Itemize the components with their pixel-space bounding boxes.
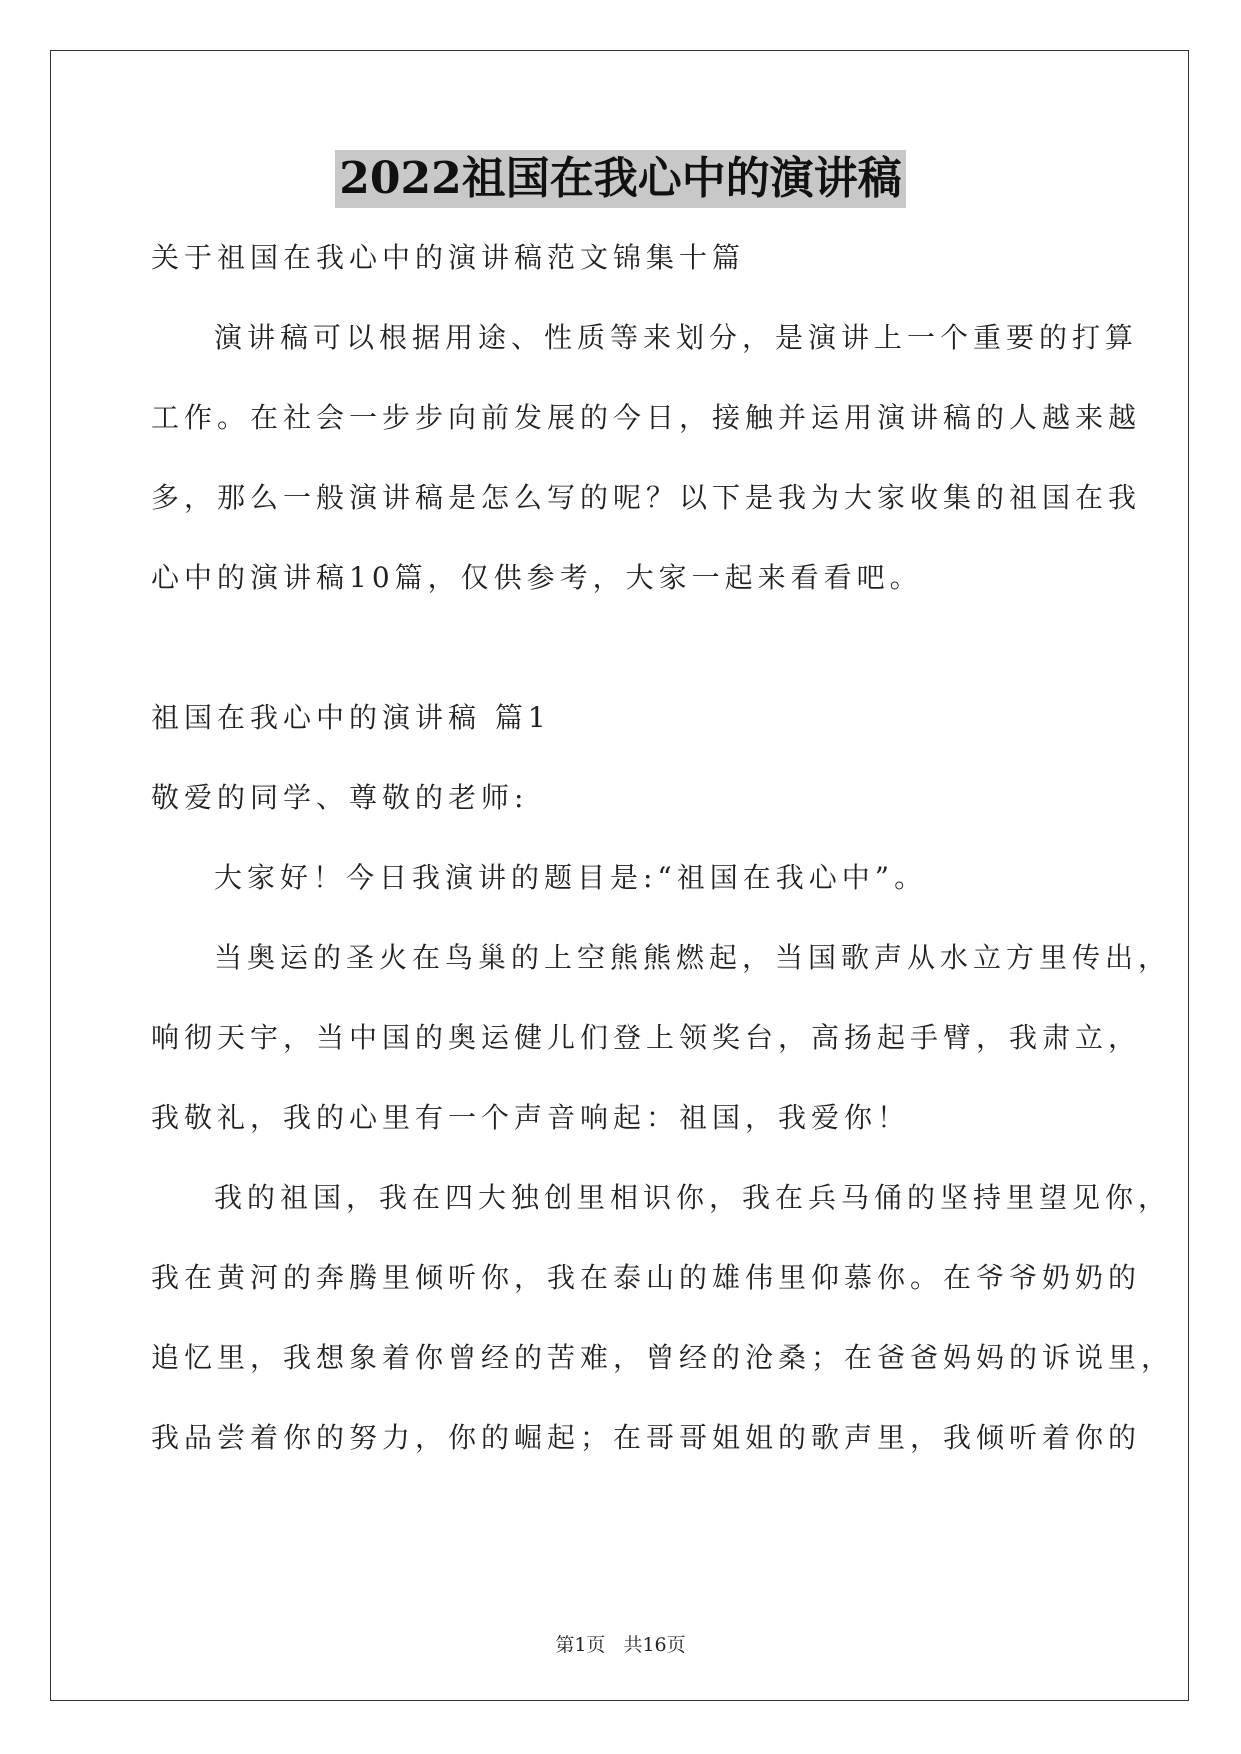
- greeting: 大家好！今日我演讲的题目是:“祖国在我心中”。: [214, 861, 928, 894]
- section-heading: 祖国在我心中的演讲稿 篇1: [151, 701, 551, 734]
- paragraph2-line-2: 我在黄河的奔腾里倾听你，我在泰山的雄伟里仰慕你。在爷爷奶奶的: [151, 1261, 1142, 1294]
- paragraph1-line-3: 我敬礼，我的心里有一个声音响起：祖国，我爱你！: [151, 1101, 911, 1134]
- paragraph1-line-1: 当奥运的圣火在鸟巢的上空熊熊燃起，当国歌声从水立方里传出，: [214, 941, 1172, 974]
- paragraph2-line-3: 追忆里，我想象着你曾经的苦难，曾经的沧桑；在爸爸妈妈的诉说里，: [151, 1341, 1175, 1374]
- intro-line-1: 演讲稿可以根据用途、性质等来划分，是演讲上一个重要的打算: [214, 321, 1139, 354]
- intro-line-2: 工作。在社会一步步向前发展的今日，接触并运用演讲稿的人越来越: [151, 401, 1142, 434]
- paragraph1-line-2: 响彻天宇，当中国的奥运健儿们登上领奖台，高扬起手臂，我肃立，: [151, 1021, 1142, 1054]
- intro-line-4: 心中的演讲稿10篇，仅供参考，大家一起来看看吧。: [151, 561, 923, 594]
- document-title: 2022祖国在我心中的演讲稿: [335, 150, 905, 208]
- total-pages: 共16页: [623, 1634, 686, 1656]
- paragraph2-line-4: 我品尝着你的努力，你的崛起；在哥哥姐姐的歌声里，我倾听着你的: [151, 1421, 1142, 1454]
- salutation: 敬爱的同学、尊敬的老师:: [151, 781, 529, 814]
- document-subtitle: 关于祖国在我心中的演讲稿范文锦集十篇: [151, 241, 746, 274]
- page-footer: [0, 1630, 1241, 1657]
- intro-line-3: 多，那么一般演讲稿是怎么写的呢？以下是我为大家收集的祖国在我: [151, 481, 1142, 514]
- title-container: [0, 150, 1241, 208]
- page-number: 第1页: [555, 1634, 606, 1656]
- paragraph2-line-1: 我的祖国，我在四大独创里相识你，我在兵马俑的坚持里望见你，: [214, 1181, 1172, 1214]
